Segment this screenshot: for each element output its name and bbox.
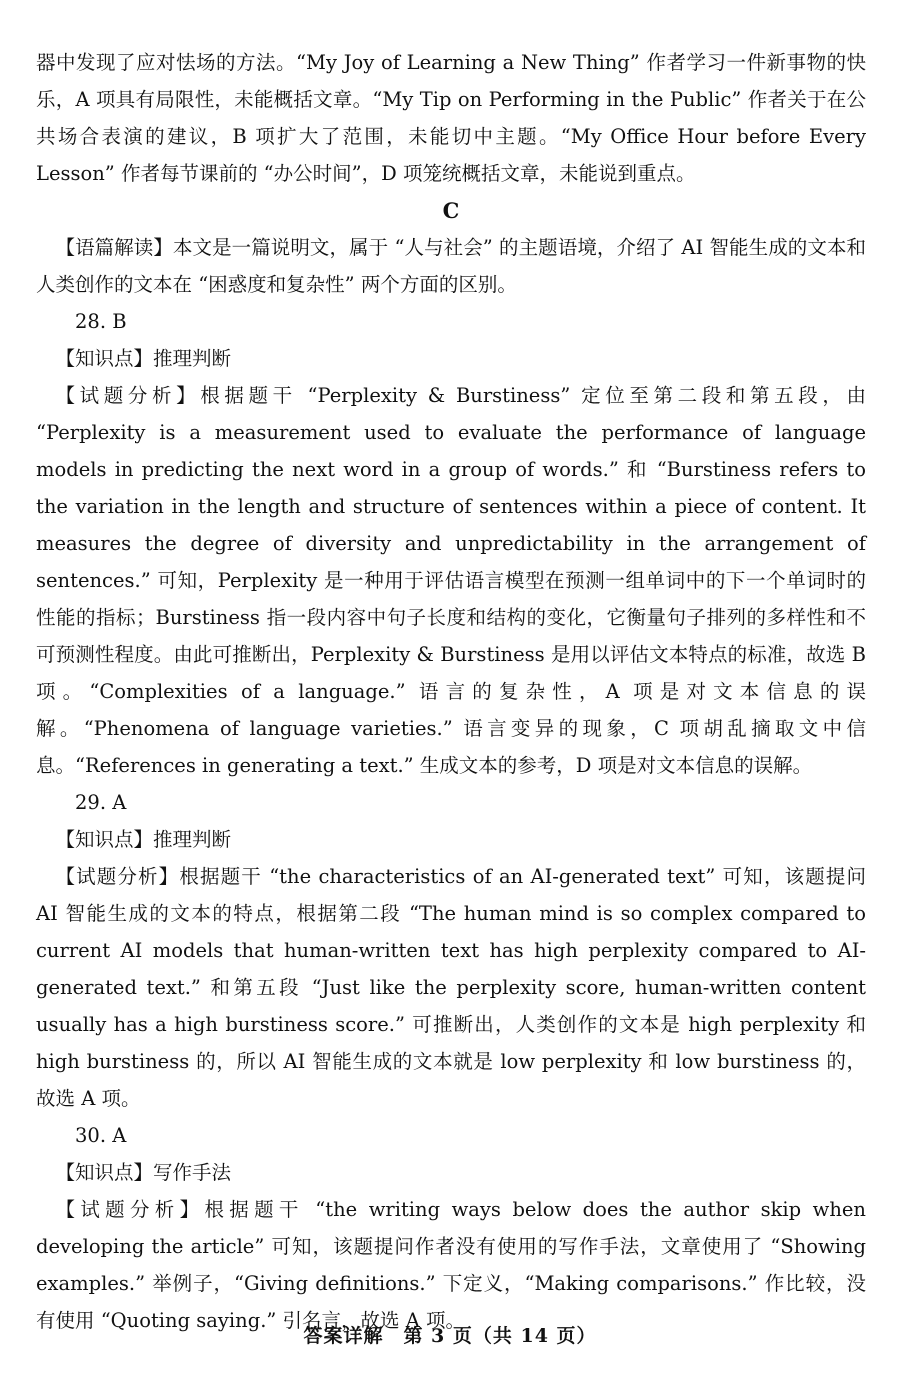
question-30-answer: 30. A [75, 1124, 127, 1147]
section-heading-c: C [442, 198, 460, 223]
question-28-answer: 28. B [75, 310, 127, 333]
paragraph-continued: 器中发现了应对怯场的方法。“My Joy of Learning a New Thing” 作者学习一件新事物的快乐，A 项具有局限性，未能概括文章。“My Tip on Performing in the Public” 作者关于在公共场合表演的建议，B 项扩大了范围，未能切中主题。“My Office Hour before Every Lesson” 作者每节课前的 “办公时间”，D 项笼统概括文章，未能说到重点。 [36, 51, 866, 185]
question-30-analysis: 【试题分析】根据题干 “the writing ways below does the author skip when developing the article” 可知，该题提问作者没有使用的写作手法，文章使用了 “Showing examples.” 举例子，“Giving definitions.” 下定义，“Making comparisons.” 作比较，没有使用 “Quoting saying.” 引名言，故选 A 项。 [36, 1198, 866, 1332]
answer-content [36, 44, 866, 1339]
question-29-answer: 29. A [75, 791, 127, 814]
page-footer: 答案详解 第 3 页（共 14 页） [303, 1325, 597, 1347]
question-28-analysis: 【试题分析】根据题干 “Perplexity & Burstiness” 定位至第二段和第五段，由 “Perplexity is a measurement used to evaluate the performance of language models in predicting the next word in a group of words.” 和 “Burstiness refers to the variation in the length and structure of sentences within a piece of content. It measures the degree of diversity and unpredictability in the arrangement of sentences.” 可知，Perplexity 是一种用于评估语言模型在预测一组单词中的下一个单词时的性能的指标；Burstiness 指一段内容中句子长度和结构的变化，它衡量句子排列的多样性和不可预测性程度。由此可推断出，Perplexity & Burstiness 是用以评估文本特点的标准，故选 B 项。“Complexities of a language.” 语言的复杂性，A 项是对文本信息的误解。“Phenomena of language varieties.” 语言变异的现象，C 项胡乱摘取文中信息。“References in generating a text.” 生成文本的参考，D 项是对文本信息的误解。 [36, 384, 866, 777]
question-28-knowledge-point: 【知识点】推理判断 [55, 347, 232, 370]
question-30-knowledge-point: 【知识点】写作手法 [55, 1161, 232, 1184]
question-29-knowledge-point: 【知识点】推理判断 [55, 828, 232, 851]
passage-interpretation: 【语篇解读】本文是一篇说明文，属于 “人与社会” 的主题语境，介绍了 AI 智能生成的文本和人类创作的文本在 “困惑度和复杂性” 两个方面的区别。 [36, 236, 866, 296]
question-29-analysis: 【试题分析】根据题干 “the characteristics of an AI-generated text” 可知，该题提问 AI 智能生成的文本的特点，根据第二段 “The human mind is so complex compared to current AI models that human-written text has high perplexity compared to AI-generated text.” 和第五段 “Just like the perplexity score, human-written content usually has a high burstiness score.” 可推断出，人类创作的文本是 high perplexity 和 high burstiness 的，所以 AI 智能生成的文本就是 low perplexity 和 low burstiness 的，故选 A 项。 [36, 865, 866, 1110]
